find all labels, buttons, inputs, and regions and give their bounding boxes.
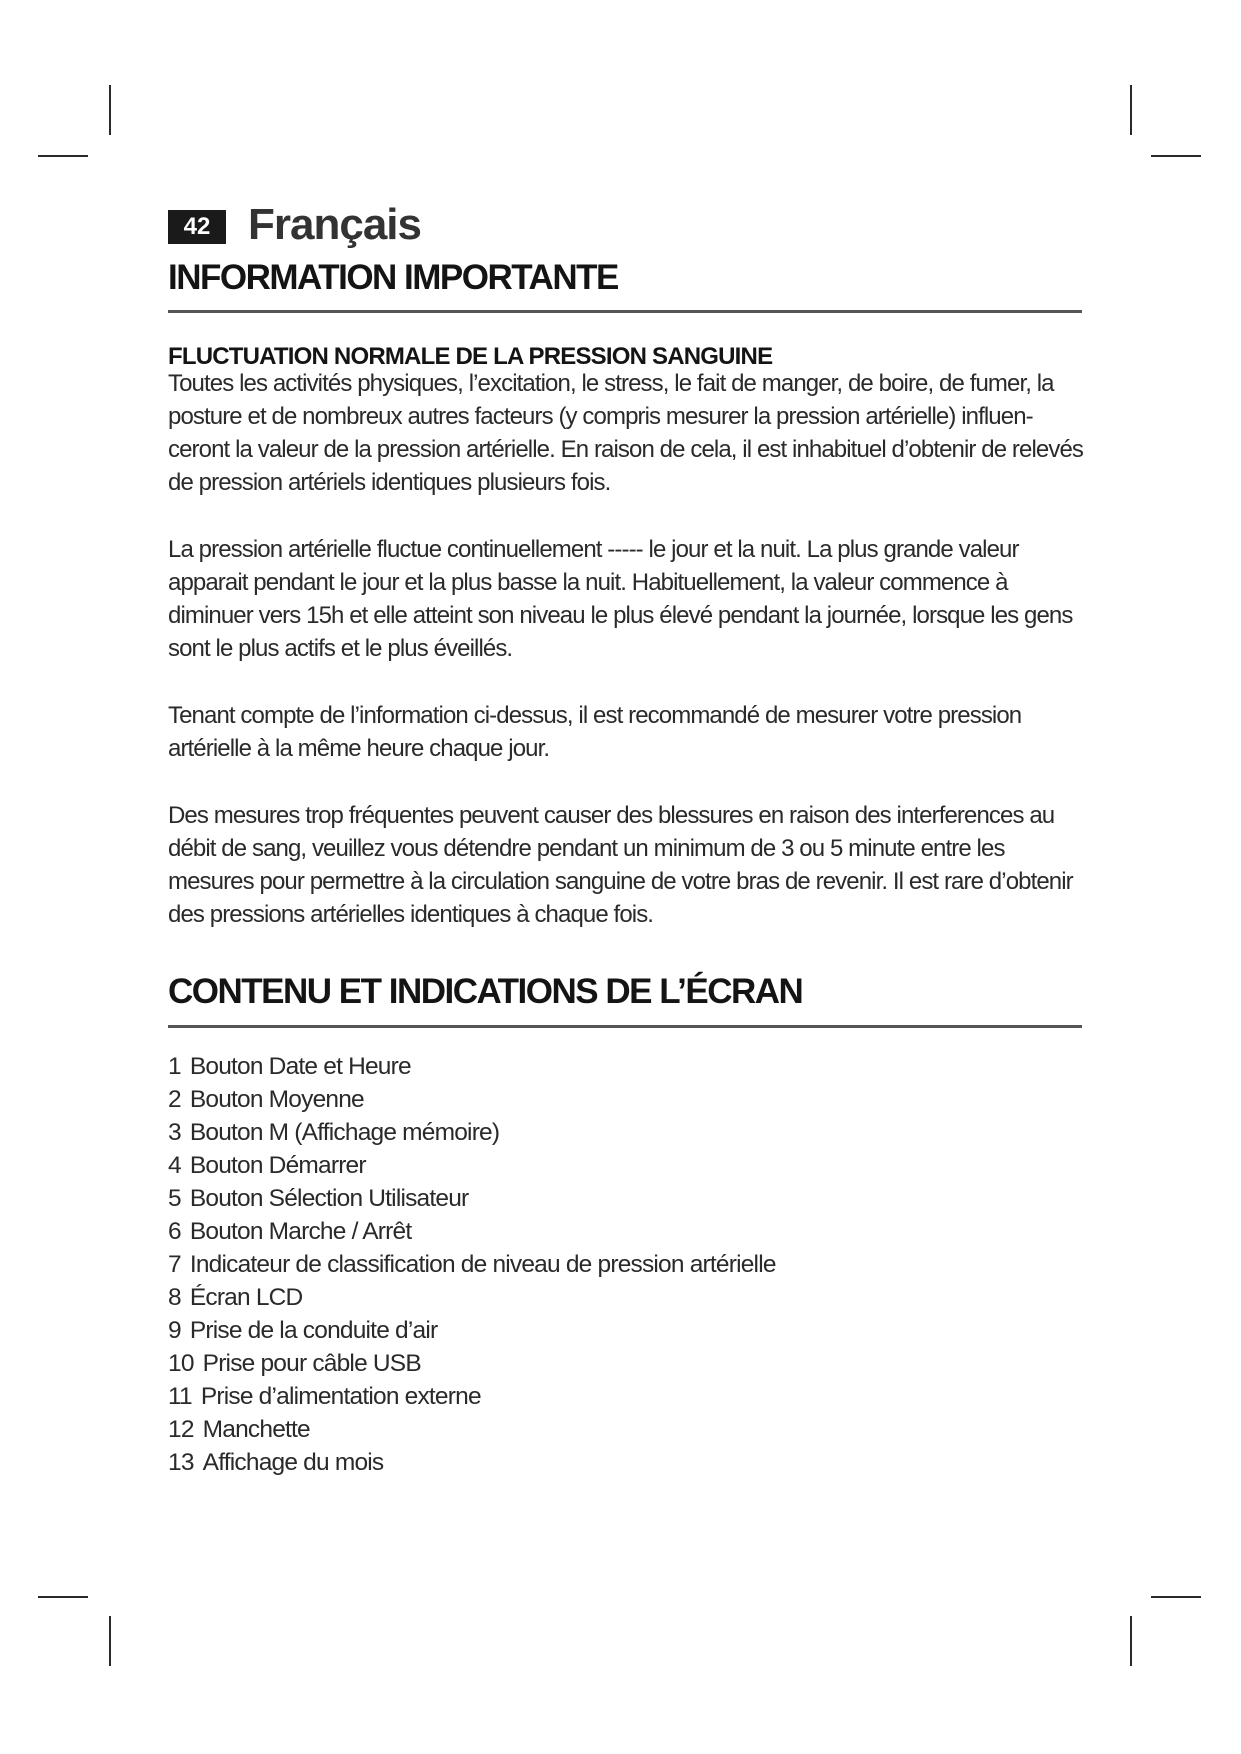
paragraph: Tenant compte de l’information ci-dessus, il est recommandé de mesurer votre pression artérielle à la même heure chaque jour. bbox=[168, 702, 1022, 762]
list-item: 13 Affichage du mois bbox=[168, 1449, 384, 1476]
crop-mark-top-right-horizontal bbox=[1151, 155, 1201, 157]
section-title-screen-contents: CONTENU ET INDICATIONS DE L’ÉCRAN bbox=[168, 972, 803, 1011]
section-subtitle: FLUCTUATION NORMALE DE LA PRESSION SANGUINE bbox=[168, 343, 773, 370]
list-item: 10 Prise pour câble USB bbox=[168, 1350, 421, 1377]
list-item: 1 Bouton Date et Heure bbox=[168, 1053, 411, 1080]
list-item: 6 Bouton Marche / Arrêt bbox=[168, 1218, 412, 1245]
list-item: 11 Prise d’alimentation externe bbox=[168, 1383, 481, 1410]
section-divider bbox=[168, 1025, 1082, 1028]
crop-mark-bottom-right-vertical bbox=[1130, 1616, 1132, 1666]
paragraph: Des mesures trop fréquentes peuvent causer des blessures en raison des interferences au débit de sang, veuillez vous détendre pendant un minimum de 3 ou 5 minute entre les mesures pour permettre à la circulation sanguine de votre bras de revenir. Il est rare d’obtenir des pressions artérielles identiques à chaque fois. bbox=[168, 802, 1073, 928]
crop-mark-top-right-vertical bbox=[1130, 85, 1132, 135]
language-title: Français bbox=[248, 200, 421, 249]
crop-mark-top-left-vertical bbox=[109, 85, 111, 135]
list-item: 7 Indicateur de classification de niveau de pression artérielle bbox=[168, 1251, 776, 1278]
list-item: 9 Prise de la conduite d’air bbox=[168, 1317, 438, 1344]
crop-mark-top-left-horizontal bbox=[38, 155, 88, 157]
section-divider bbox=[168, 310, 1082, 313]
list-item: 2 Bouton Moyenne bbox=[168, 1086, 364, 1113]
list-item: 5 Bouton Sélection Utilisateur bbox=[168, 1185, 469, 1212]
section-title-information: INFORMATION IMPORTANTE bbox=[168, 258, 618, 297]
list-item: 12 Manchette bbox=[168, 1416, 310, 1443]
list-item: 4 Bouton Démarrer bbox=[168, 1152, 366, 1179]
paragraph: La pression artérielle fluctue continuellement ----- le jour et la nuit. La plus grande valeur apparait pendant le jour et la plus basse la nuit. Habituellement, la valeur commence à diminuer vers 15h et elle atteint son niveau le plus élevé pendant la journée, lorsque les gens sont le plus actifs et le plus éveillés. bbox=[168, 536, 1073, 662]
components-list bbox=[168, 1050, 776, 1479]
list-item: 3 Bouton M (Affichage mémoire) bbox=[168, 1119, 500, 1146]
page-header bbox=[168, 200, 421, 250]
crop-mark-bottom-left-vertical bbox=[109, 1616, 111, 1666]
page-number: 42 bbox=[168, 210, 226, 244]
paragraph: Toutes les activités physiques, l’excitation, le stress, le fait de manger, de boire, de fumer, la posture et de nombreux autres facteurs (y compris mesurer la pression artérielle) influen-ceront la valeur de la pression artérielle. En raison de cela, il est inhabituel d’obtenir de relevés de pression artériels identiques plusieurs fois. bbox=[168, 370, 1084, 496]
list-item: 8 Écran LCD bbox=[168, 1284, 303, 1311]
crop-mark-bottom-left-horizontal bbox=[38, 1596, 88, 1598]
crop-mark-bottom-right-horizontal bbox=[1151, 1596, 1201, 1598]
